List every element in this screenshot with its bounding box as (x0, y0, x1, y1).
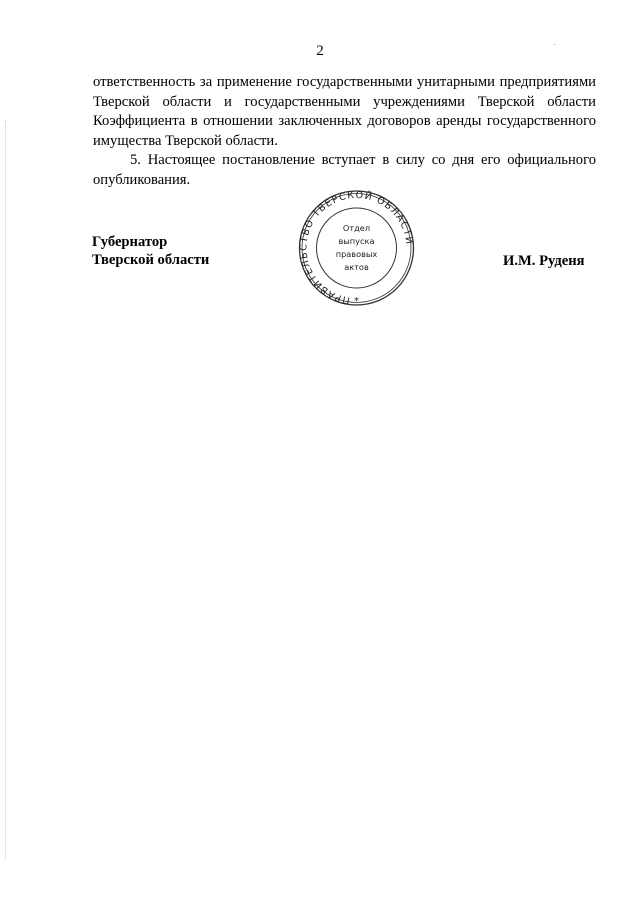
page-number: 2 (316, 43, 324, 59)
official-seal (298, 186, 415, 306)
signatory-position (92, 233, 209, 269)
seal-center-line-4: актов (344, 262, 369, 272)
document-body (93, 73, 596, 191)
seal-ring-text: ПРАВИТЕЛЬСТВО ТВЕРСКОЙ ОБЛАСТИ (298, 189, 415, 306)
seal-center-line-2: выпуска (338, 236, 375, 246)
seal-star-icon: * (354, 296, 359, 306)
paragraph-effective-date: 5. Настоящее постановление вступает в силу со дня его официального опубликования. (93, 152, 596, 188)
seal-stamp-graphic (298, 186, 415, 306)
signatory-position-title: Губернатор (92, 234, 168, 250)
scan-margin-marks (5, 120, 8, 860)
seal-center-line-3: правовых (335, 249, 378, 259)
seal-center-line-1: Отдел (342, 223, 371, 233)
signatory-position-region: Тверской области (92, 252, 210, 268)
signatory-name: И.М. Руденя (503, 253, 585, 269)
paragraph-responsibility: ответственность за применение государственными унитарными предприятиями Тверской области и государственными учреждениями Тверской области Коэффициента в отношении заключенных договоров аренды государственного имущества Тверской области. (93, 74, 596, 149)
